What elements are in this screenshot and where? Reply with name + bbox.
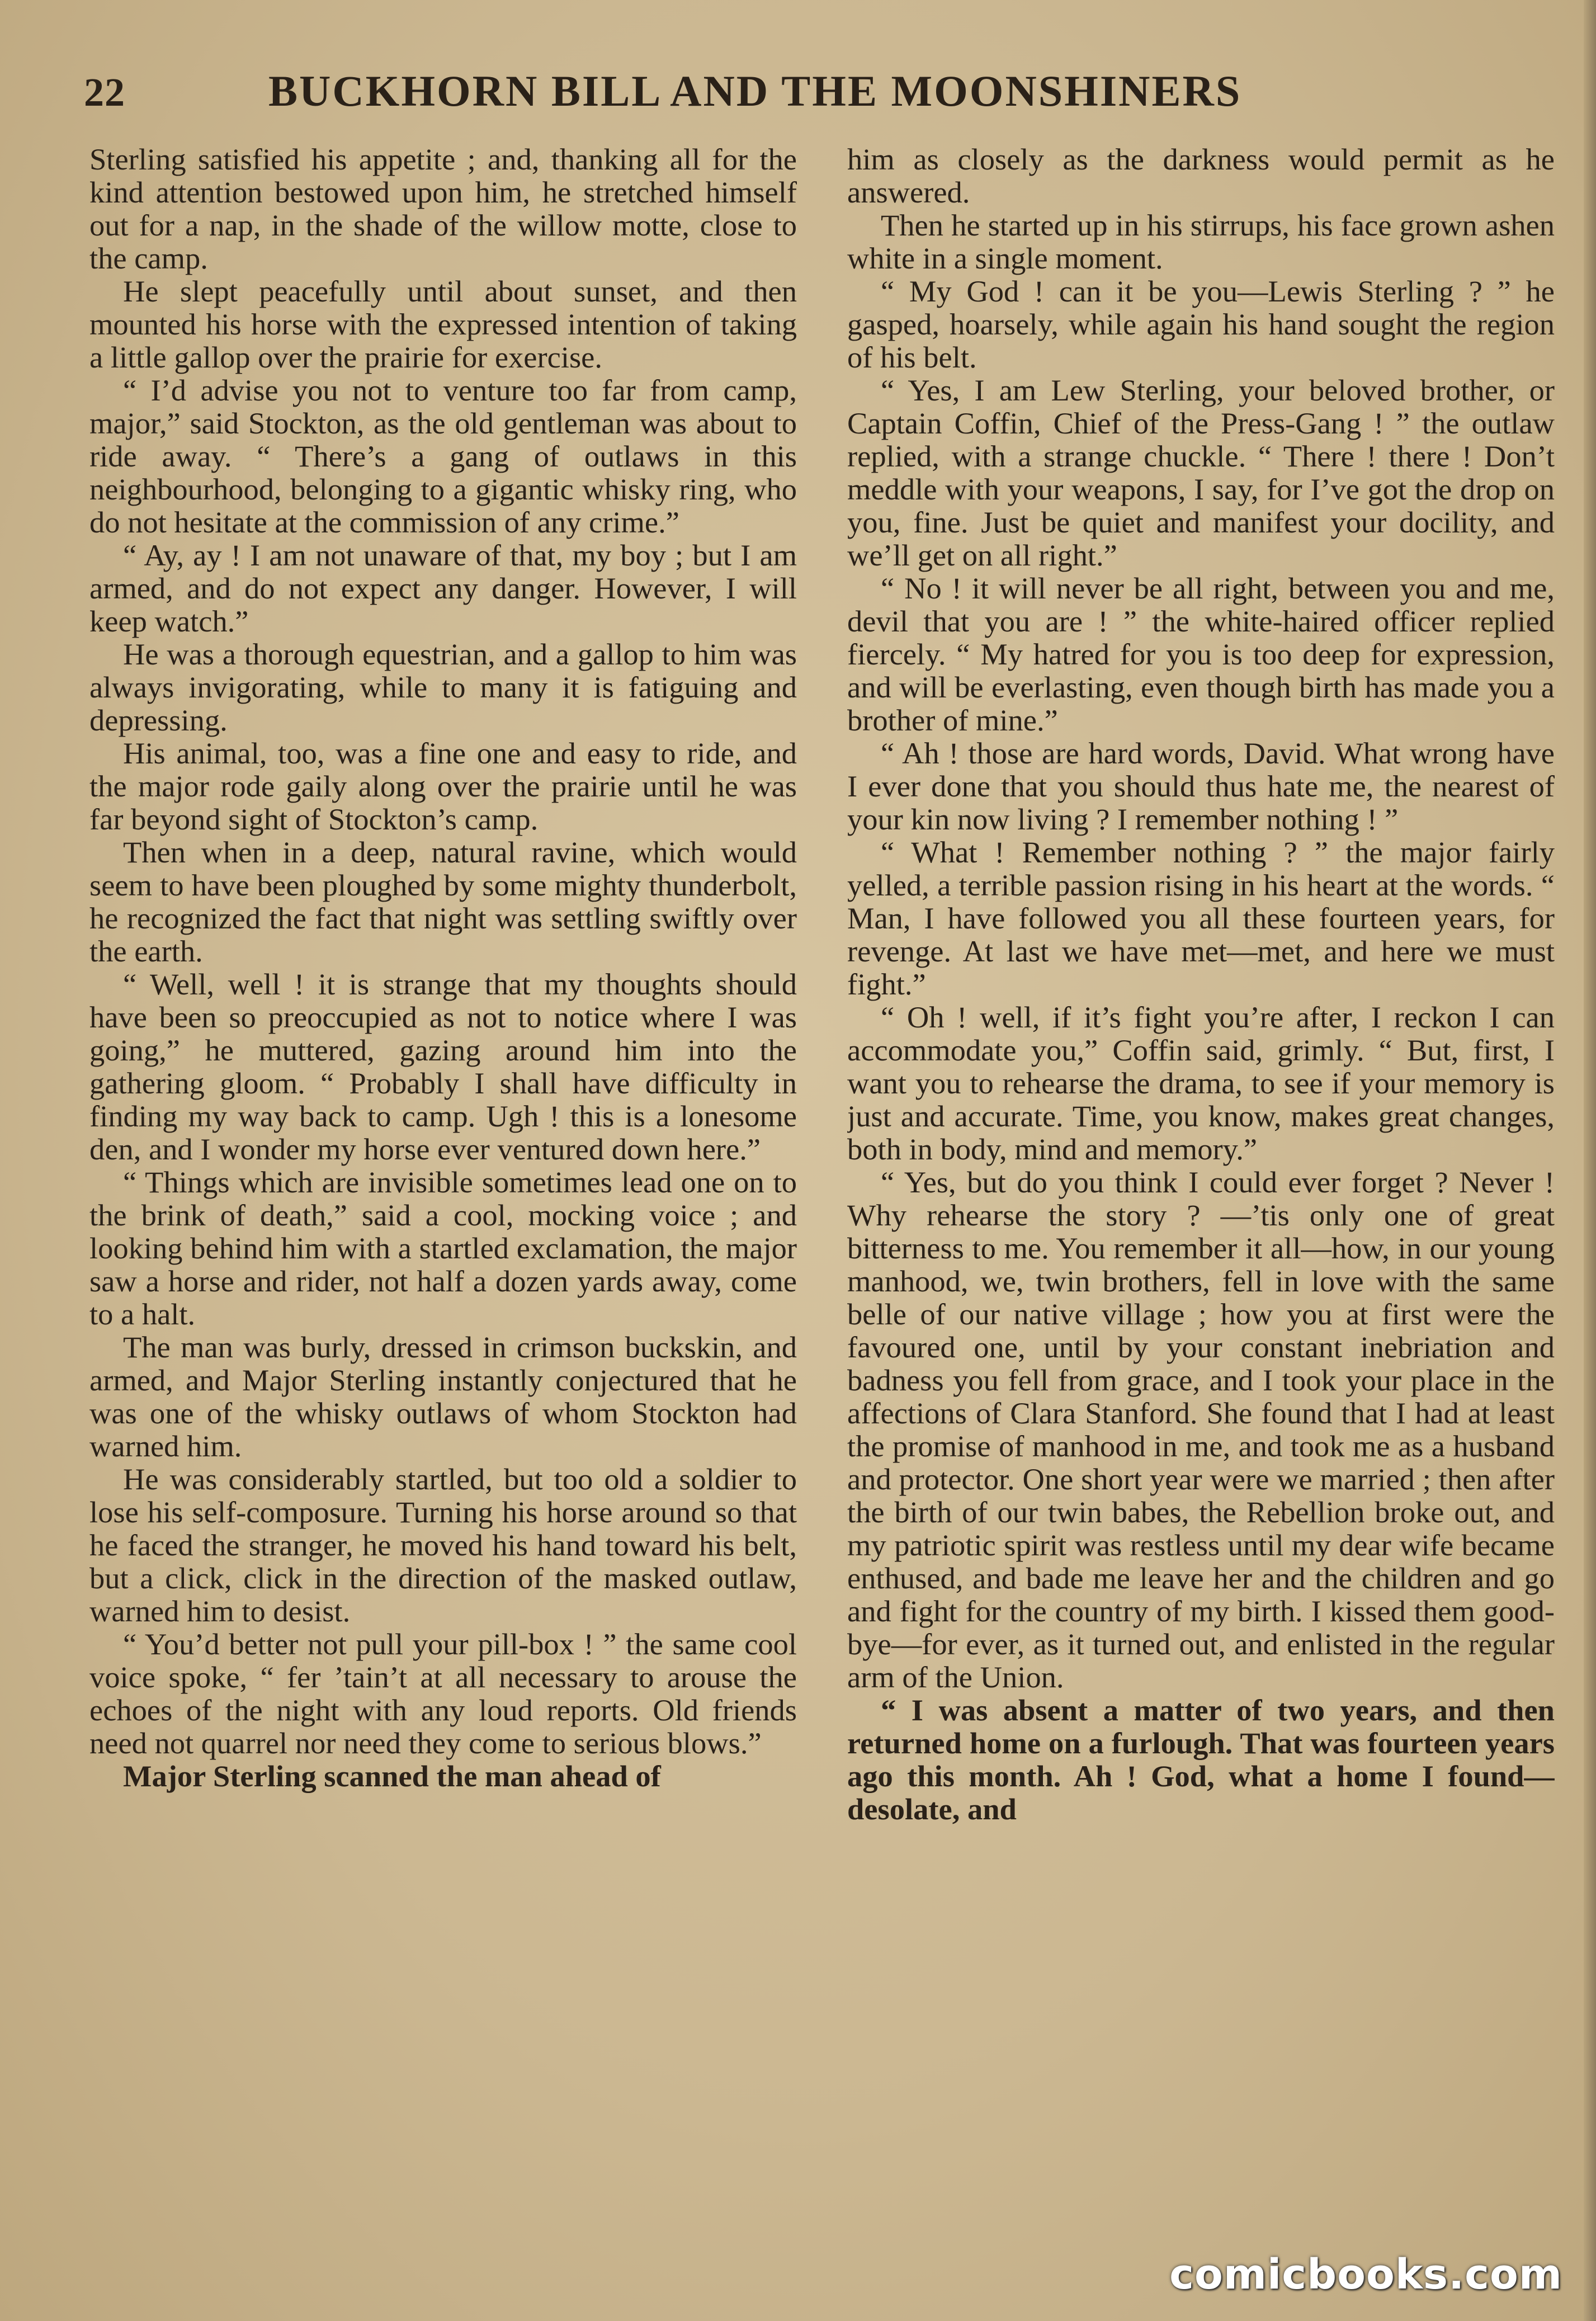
paragraph: “ You’d better not pull your pill-box ! ” the same cool voice spoke, “ fer ’tain’t at all necessary to arouse the echoes of the night with any loud reports. Old friends need not quarrel nor need they come to serious blows.” — [89, 1627, 797, 1760]
running-head: BUCKHORN BILL AND THE MOONSHINERS — [268, 67, 1242, 115]
paragraph: “ I was absent a matter of two years, and then returned home on a furlough. That was fourteen years ago this month. Ah ! God, what a home I found—desolate, and — [847, 1693, 1555, 1826]
page-edge — [1584, 0, 1596, 2321]
page-number: 22 — [84, 70, 125, 115]
page-header — [84, 66, 1549, 128]
watermark: comicbooks.com — [1169, 2251, 1562, 2299]
paragraph: Major Sterling scanned the man ahead of — [123, 1759, 661, 1793]
paragraph: Sterling satisfied his appetite ; and, thanking all for the kind attention bestowed upon him, he stretched himself out for a nap, in the shade of the willow motte, close to the camp. — [89, 143, 797, 275]
paragraph: “ Oh ! well, if it’s fight you’re after, I reckon I can accommodate you,” Coffin said, grimly. “ But, first, I want you to rehearse the drama, to see if your memory is just and accurate. Time, you know, makes great changes, both in body, mind and memory.” — [847, 1000, 1555, 1166]
paragraph: He slept peacefully until about sunset, and then mounted his horse with the expressed intention of taking a little gallop over the prairie for exercise. — [89, 274, 797, 374]
right-column — [847, 143, 1555, 2223]
paragraph: He was considerably startled, but too old a soldier to lose his self-composure. Turning his horse around so that he faced the stranger, he moved his hand toward his belt, but a click, click in the direction of the masked outlaw, warned him to desist. — [89, 1462, 797, 1628]
paragraph: “ Well, well ! it is strange that my thoughts should have been so preoccupied as not to notice where I was going,” he muttered, gazing around him into the gathering gloom. “ Probably I shall have difficulty in finding my way back to camp. Ugh ! this is a lonesome den, and I wonder my horse ever ventured down here.” — [89, 967, 797, 1166]
paragraph: “ What ! Remember nothing ? ” the major fairly yelled, a terrible passion rising in his heart at the words. “ Man, I have followed you all these fourteen years, for revenge. At last we have met—met, and here we must fight.” — [847, 835, 1555, 1001]
paragraph: His animal, too, was a fine one and easy to ride, and the major rode gaily along over the prairie until he was far beyond sight of Stockton’s camp. — [89, 736, 797, 836]
paragraph: “ Ah ! those are hard words, David. What wrong have I ever done that you should thus hate me, the nearest of your kin now living ? I remember nothing ! ” — [847, 736, 1555, 836]
paragraph: He was a thorough equestrian, and a gallop to him was always invigorating, while to many it is fatiguing and depressing. — [89, 637, 797, 737]
paragraph: “ Yes, but do you think I could ever forget ? Never ! Why rehearse the story ? —’tis only one of great bitterness to me. You remember it all—how, in our young manhood, we, twin brothers, fell in love with the same belle of our native village ; how you at first were the favoured one, until by your constant inebriation and badness you fell from grace, and I took your place in the affections of Clara Stanford. She found that I had at least the promise of manhood in me, and took me as a husband and protector. One short year were we married ; then after the birth of our twin babes, the Rebellion broke out, and my patriotic spirit was restless until my dear wife became enthused, and bade me leave her and the children and go and fight for the country of my birth. I kissed them good-bye—for ever, as it turned out, and enlisted in the regular arm of the Union. — [847, 1165, 1555, 1694]
paragraph: him as closely as the darkness would permit as he answered. — [847, 143, 1555, 209]
paragraph: Then he started up in his stirrups, his face grown ashen white in a single moment. — [847, 208, 1555, 275]
left-column — [89, 143, 797, 2223]
paragraph: Then when in a deep, natural ravine, which would seem to have been ploughed by some mighty thunderbolt, he recognized the fact that night was settling swiftly over the earth. — [89, 835, 797, 968]
paragraph: “ I’d advise you not to venture too far from camp, major,” said Stockton, as the old gentleman was about to ride away. “ There’s a gang of outlaws in this neighbourhood, belonging to a gigantic whisky ring, who do not hesitate at the commission of any crime.” — [89, 373, 797, 539]
paragraph: “ Yes, I am Lew Sterling, your beloved brother, or Captain Coffin, Chief of the Press-Gang ! ” the outlaw replied, with a strange chuckle. “ There ! there ! Don’t meddle with your weapons, I say, for I’ve got the drop on you, fine. Just be quiet and manifest your docility, and we’ll get on all right.” — [847, 373, 1555, 572]
paragraph: “ No ! it will never be all right, between you and me, devil that you are ! ” the white-haired officer replied fiercely. “ My hatred for you is too deep for expression, and will be everlasting, even though birth has made you a brother of mine.” — [847, 571, 1555, 737]
paragraph: “ My God ! can it be you—Lewis Sterling ? ” he gasped, hoarsely, while again his hand sought the region of his belt. — [847, 274, 1555, 374]
paragraph: “ Ay, ay ! I am not unaware of that, my boy ; but I am armed, and do not expect any danger. However, I will keep watch.” — [89, 538, 797, 638]
paragraph: The man was burly, dressed in crimson buckskin, and armed, and Major Sterling instantly conjectured that he was one of the whisky outlaws of whom Stockton had warned him. — [89, 1330, 797, 1463]
paragraph: “ Things which are invisible sometimes lead one on to the brink of death,” said a cool, mocking voice ; and looking behind him with a startled exclamation, the major saw a horse and rider, not half a dozen yards away, come to a halt. — [89, 1165, 797, 1331]
